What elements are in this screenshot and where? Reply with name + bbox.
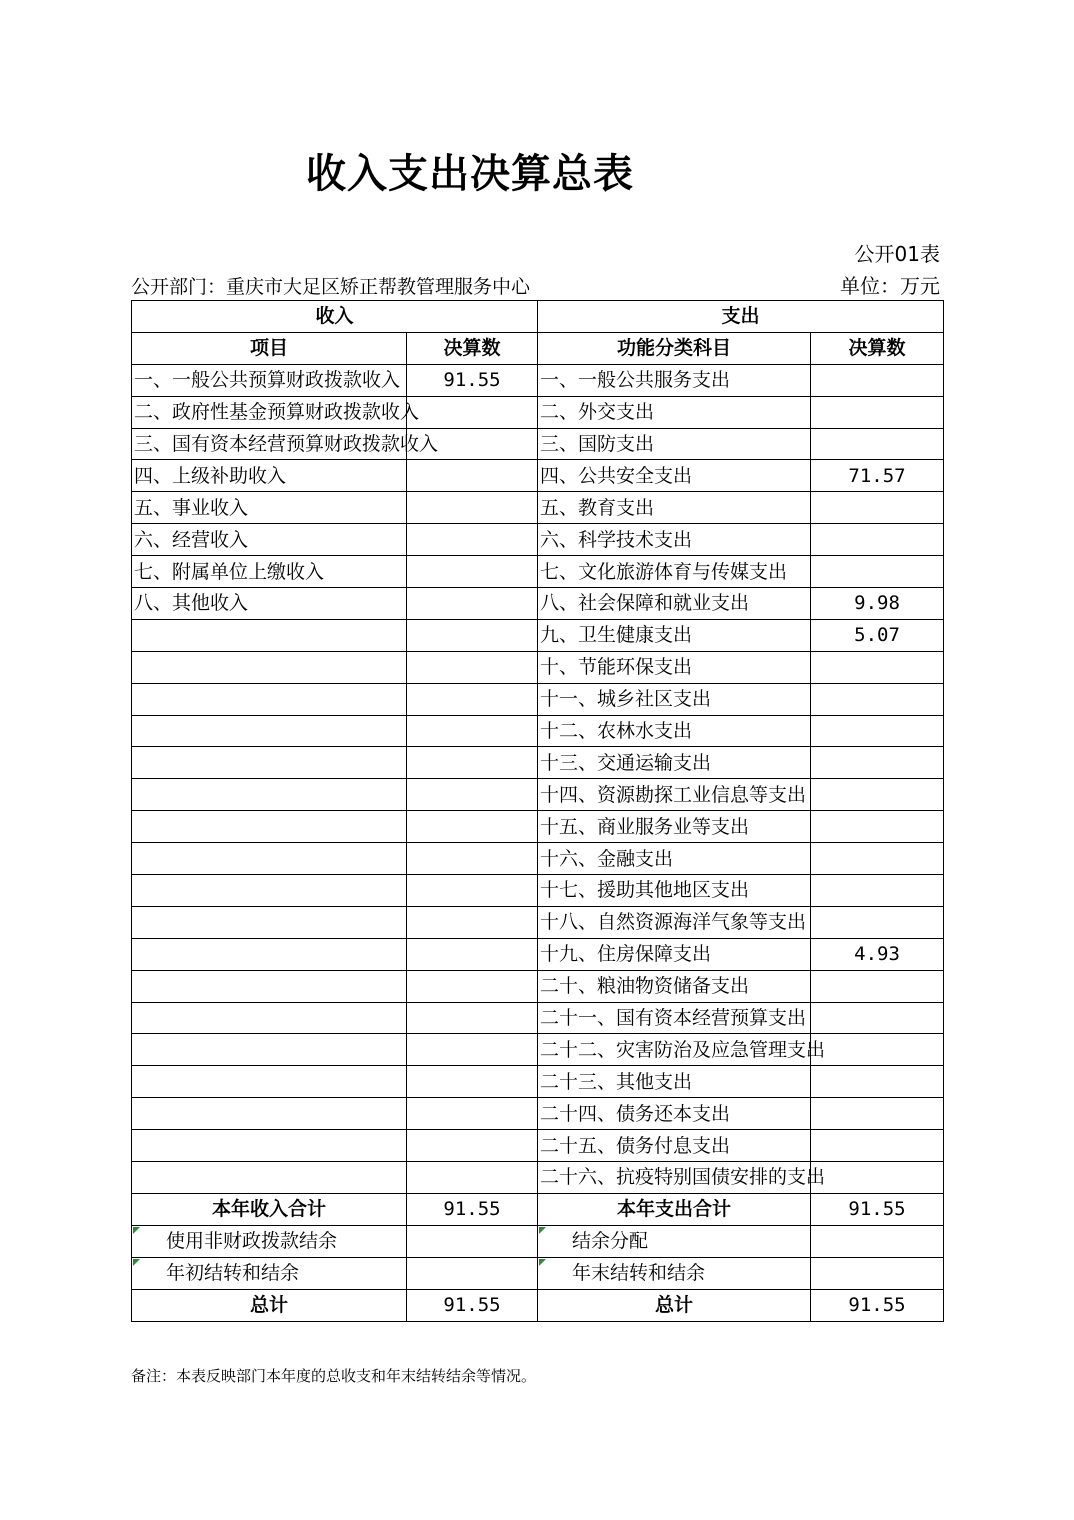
header-row-top: [132, 301, 944, 333]
table-row: [132, 1130, 944, 1162]
year-expense-label: 本年支出合计: [538, 1193, 811, 1225]
expense-item-value: [811, 683, 944, 715]
expense-item-value: [811, 556, 944, 588]
year-expense-value: 91.55: [811, 1193, 944, 1225]
expense-item-value: [811, 524, 944, 556]
expense-item-value: [811, 843, 944, 875]
income-item-label: [132, 619, 407, 651]
income-item-label: 八、其他收入: [132, 588, 407, 620]
income-item-value: [407, 1130, 538, 1162]
income-item-value: [407, 651, 538, 683]
income-item-value: [407, 1002, 538, 1034]
expense-item-value: [811, 1066, 944, 1098]
table-row: [132, 396, 944, 428]
expense-item-label: 十一、城乡社区支出: [538, 683, 811, 715]
expense-item-value: 4.93: [811, 938, 944, 970]
income-item-label: [132, 1034, 407, 1066]
expense-item-label: 四、公共安全支出: [538, 460, 811, 492]
expense-item-label: 一、一般公共服务支出: [538, 364, 811, 396]
table-row: [132, 364, 944, 396]
income-item-value: [407, 492, 538, 524]
expense-item-label: 二十三、其他支出: [538, 1066, 811, 1098]
expense-item-label: 十四、资源勘探工业信息等支出: [538, 779, 811, 811]
year-total-row: [132, 1193, 944, 1225]
income-item-label: [132, 906, 407, 938]
table-row: [132, 619, 944, 651]
income-item-label: [132, 747, 407, 779]
expense-item-label: 十七、援助其他地区支出: [538, 875, 811, 907]
expense-item-label: 二、外交支出: [538, 396, 811, 428]
table-row: [132, 811, 944, 843]
surplus-alloc-value: [811, 1225, 944, 1257]
table-row: [132, 906, 944, 938]
expense-item-value: [811, 492, 944, 524]
expense-item-label: 六、科学技术支出: [538, 524, 811, 556]
table-row: [132, 715, 944, 747]
header-income: 收入: [132, 301, 538, 333]
income-item-label: [132, 938, 407, 970]
end-carry-value: [811, 1257, 944, 1289]
expense-item-value: [811, 364, 944, 396]
expense-item-value: [811, 747, 944, 779]
income-item-value: [407, 396, 538, 428]
grand-expense-label: 总计: [538, 1289, 811, 1321]
header-expense-amount: 决算数: [811, 332, 944, 364]
income-item-label: 一、一般公共预算财政拨款收入: [132, 364, 407, 396]
expense-item-value: [811, 396, 944, 428]
income-item-label: [132, 715, 407, 747]
income-item-value: [407, 938, 538, 970]
table-row: [132, 970, 944, 1002]
table-row: [132, 492, 944, 524]
expense-item-value: [811, 1130, 944, 1162]
income-expense-table: [131, 300, 944, 1322]
expense-item-label: 十、节能环保支出: [538, 651, 811, 683]
expense-item-value: [811, 779, 944, 811]
expense-item-label: 八、社会保障和就业支出: [538, 588, 811, 620]
header-income-amount: 决算数: [407, 332, 538, 364]
table-row: [132, 428, 944, 460]
income-item-value: [407, 1098, 538, 1130]
income-item-label: 四、上级补助收入: [132, 460, 407, 492]
year-income-value: 91.55: [407, 1193, 538, 1225]
table-row: [132, 1002, 944, 1034]
income-item-value: [407, 715, 538, 747]
expense-item-value: [811, 875, 944, 907]
table-row: [132, 938, 944, 970]
expense-item-label: 七、文化旅游体育与传媒支出: [538, 556, 811, 588]
income-item-value: [407, 588, 538, 620]
header-func-item: 功能分类科目: [538, 332, 811, 364]
income-item-value: [407, 779, 538, 811]
expense-item-value: [811, 1002, 944, 1034]
year-income-label: 本年收入合计: [132, 1193, 407, 1225]
table-row: [132, 875, 944, 907]
income-item-label: [132, 1162, 407, 1194]
expense-item-label: 二十六、抗疫特别国债安排的支出: [538, 1162, 811, 1194]
table-row: [132, 1066, 944, 1098]
income-item-label: 五、事业收入: [132, 492, 407, 524]
expense-item-value: 71.57: [811, 460, 944, 492]
grand-income-label: 总计: [132, 1289, 407, 1321]
header-expense: 支出: [538, 301, 944, 333]
table-row: [132, 588, 944, 620]
table-row: [132, 1098, 944, 1130]
income-item-label: 三、国有资本经营预算财政拨款收入: [132, 428, 407, 460]
income-item-label: [132, 651, 407, 683]
income-item-value: [407, 1162, 538, 1194]
income-item-value: [407, 524, 538, 556]
end-carry-label: 年末结转和结余: [538, 1257, 811, 1289]
expense-item-label: 二十五、债务付息支出: [538, 1130, 811, 1162]
expense-item-value: [811, 906, 944, 938]
income-item-value: [407, 906, 538, 938]
grand-expense-value: 91.55: [811, 1289, 944, 1321]
expense-item-value: 5.07: [811, 619, 944, 651]
expense-item-label: 十三、交通运输支出: [538, 747, 811, 779]
table-row: [132, 683, 944, 715]
expense-item-label: 二十一、国有资本经营预算支出: [538, 1002, 811, 1034]
income-item-label: [132, 875, 407, 907]
table-row: [132, 556, 944, 588]
table-row: [132, 460, 944, 492]
income-item-value: 91.55: [407, 364, 538, 396]
nonfiscal-row: [132, 1225, 944, 1257]
expense-item-label: 二十、粮油物资储备支出: [538, 970, 811, 1002]
expense-item-label: 十八、自然资源海洋气象等支出: [538, 906, 811, 938]
table-row: [132, 1162, 944, 1194]
expense-item-value: [811, 651, 944, 683]
income-item-label: [132, 1098, 407, 1130]
header-row-sub: [132, 332, 944, 364]
table-row: [132, 843, 944, 875]
expense-item-value: 9.98: [811, 588, 944, 620]
expense-item-value: [811, 1162, 944, 1194]
income-item-label: [132, 1002, 407, 1034]
income-item-label: [132, 811, 407, 843]
expense-item-label: 二十四、债务还本支出: [538, 1098, 811, 1130]
expense-item-label: 二十二、灾害防治及应急管理支出: [538, 1034, 811, 1066]
carry-row: [132, 1257, 944, 1289]
income-item-label: [132, 1066, 407, 1098]
income-item-value: [407, 875, 538, 907]
income-item-value: [407, 556, 538, 588]
expense-item-label: 十六、金融支出: [538, 843, 811, 875]
grand-income-value: 91.55: [407, 1289, 538, 1321]
expense-item-value: [811, 428, 944, 460]
table-row: [132, 651, 944, 683]
income-item-label: 六、经营收入: [132, 524, 407, 556]
expense-item-value: [811, 1034, 944, 1066]
income-item-label: [132, 843, 407, 875]
income-item-label: 二、政府性基金预算财政拨款收入: [132, 396, 407, 428]
expense-item-label: 五、教育支出: [538, 492, 811, 524]
expense-item-label: 十九、住房保障支出: [538, 938, 811, 970]
table-row: [132, 779, 944, 811]
income-item-value: [407, 683, 538, 715]
page-title: 收入支出决算总表: [306, 151, 634, 197]
income-item-label: 七、附属单位上缴收入: [132, 556, 407, 588]
expense-item-label: 三、国防支出: [538, 428, 811, 460]
expense-item-value: [811, 1098, 944, 1130]
income-item-value: [407, 1034, 538, 1066]
nonfiscal-value: [407, 1225, 538, 1257]
expense-item-label: 九、卫生健康支出: [538, 619, 811, 651]
header-item: 项目: [132, 332, 407, 364]
begin-carry-label: 年初结转和结余: [132, 1257, 407, 1289]
expense-item-value: [811, 811, 944, 843]
grand-total-row: [132, 1289, 944, 1321]
table-row: [132, 1034, 944, 1066]
footnote: 备注：本表反映部门本年度的总收支和年末结转结余等情况。: [131, 1367, 537, 1385]
unit-label: 单位：万元: [840, 274, 940, 298]
table-row: [132, 747, 944, 779]
department-label: 公开部门：重庆市大足区矫正帮教管理服务中心: [131, 276, 531, 298]
income-item-value: [407, 843, 538, 875]
expense-item-label: 十五、商业服务业等支出: [538, 811, 811, 843]
income-item-value: [407, 747, 538, 779]
surplus-alloc-label: 结余分配: [538, 1225, 811, 1257]
income-item-value: [407, 811, 538, 843]
expense-item-value: [811, 715, 944, 747]
income-item-label: [132, 683, 407, 715]
income-item-label: [132, 970, 407, 1002]
income-item-label: [132, 779, 407, 811]
income-item-value: [407, 619, 538, 651]
nonfiscal-label: 使用非财政拨款结余: [132, 1225, 407, 1257]
income-item-value: [407, 1066, 538, 1098]
table-row: [132, 524, 944, 556]
begin-carry-value: [407, 1257, 538, 1289]
income-item-label: [132, 1130, 407, 1162]
expense-item-label: 十二、农林水支出: [538, 715, 811, 747]
income-item-value: [407, 970, 538, 1002]
expense-item-value: [811, 970, 944, 1002]
income-item-value: [407, 460, 538, 492]
form-number: 公开01表: [854, 242, 940, 266]
